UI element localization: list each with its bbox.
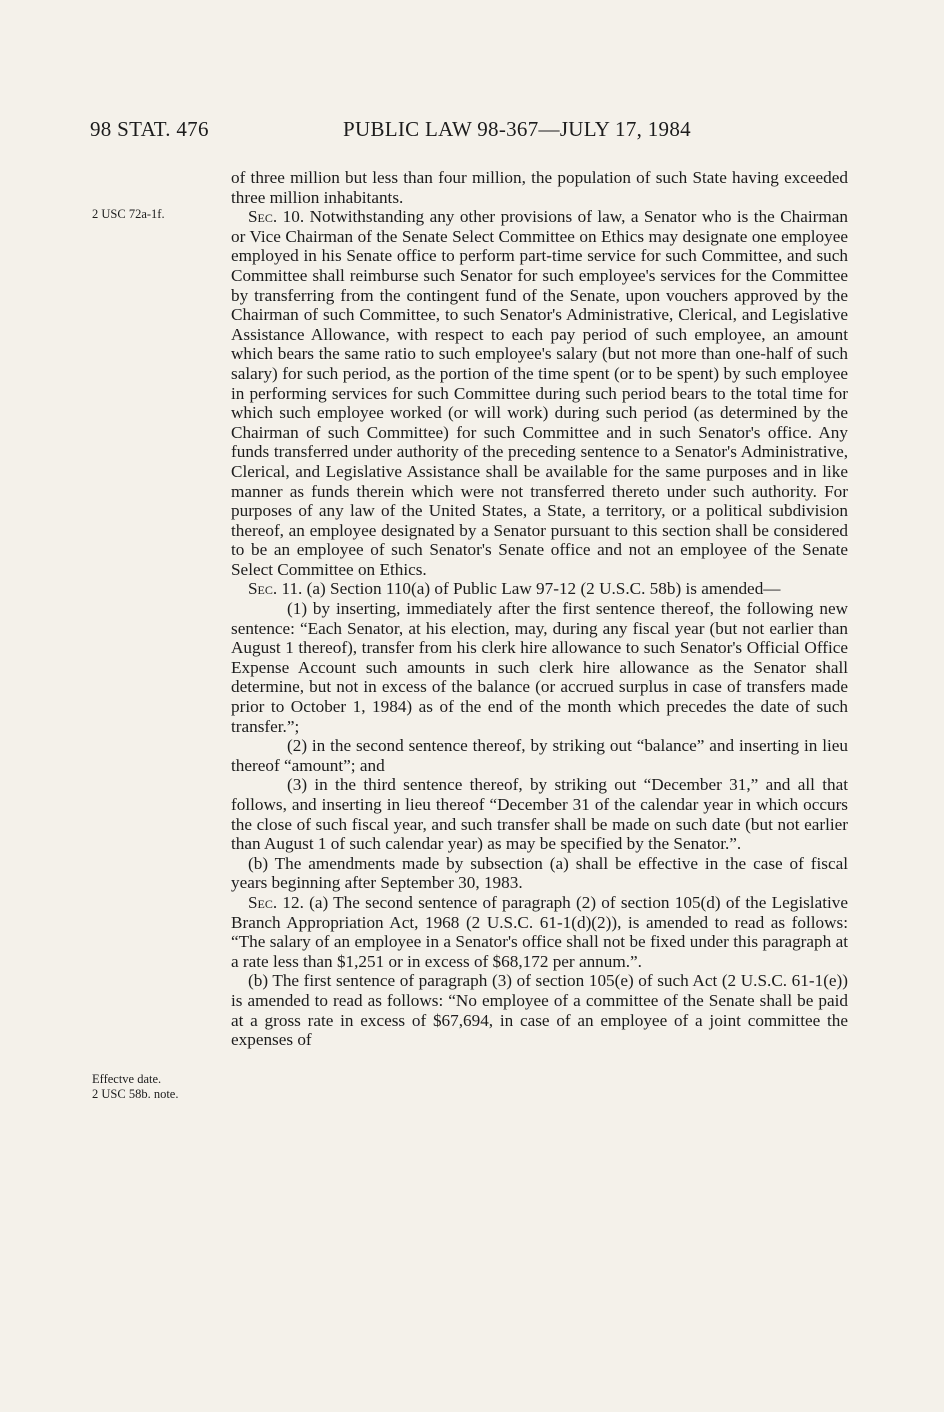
section-12-b: (b) The first sentence of paragraph (3) of section 105(e) of such Act (2 U.S.C. 61-1(e)) is amended to read as follows: “No employee of a committee of the Senate shall be paid at a gross rate in excess of $67,694, in case of an employee of a joint committee the expenses of — [231, 971, 848, 1050]
paragraph-continuation: of three million but less than four million, the population of such State having exceeded three million inhabitants. — [231, 168, 848, 207]
body-text — [231, 168, 848, 1050]
section-11 — [231, 579, 848, 599]
section-text: (a) The second sentence of paragraph (2) of section 105(d) of the Legislative Branch Appropriation Act, 1968 (2 U.S.C. 61-1(d)(2)), is amended to read as follows: “The salary of an employee in a Senator's office shall not be fixed under this paragraph at a rate less than $1,251 or in excess of $68,172 per annum.”. — [231, 892, 848, 971]
section-label: Sec. 11. — [248, 579, 303, 599]
margin-note-sec10: 2 USC 72a-1f. — [92, 207, 165, 221]
section-10 — [231, 207, 848, 579]
section-text: Notwithstanding any other provisions of law, a Senator who is the Chairman or Vice Chairman of the Senate Select Committee on Ethics may designate one employee employed in his Senate office to perform part-time service for such Committee, and such Committee shall reimburse such Senator for such employee's services for the Committee by transferring from the contingent fund of the Senate, upon vouchers approved by the Chairman of such Committee, to such Senator's Administrative, Clerical, and Legislative Assistance Allowance, with respect to each pay period of such employee, an amount which bears the same ratio to such employee's salary (but not more than one-half of such salary) for such period, as the portion of the time spent (or to be spent) by such employee in performing services for such Committee during such period bears to the total time for which such employee worked (or will work) during such period (as determined by the Chairman of such Committee) for such Committee and in such Senator's office. Any funds transferred under authority of the preceding sentence to a Senator's Administrative, Clerical, and Legislative Assistance shall be available for the same purposes and in like manner as funds therein which were not transferred thereto under such authority. For purposes of any law of the United States, a State, a territory, or a political subdivision thereof, an employee designated by a Senator pursuant to this section shall be considered to be an employee of such Senator's Senate office and not an employee of the Senate Select Committee on Ethics. — [231, 207, 848, 579]
amendment-item-2: (2) in the second sentence thereof, by striking out “balance” and inserting in lieu thereof “amount”; and — [231, 736, 848, 775]
section-label: Sec. 10. — [248, 207, 305, 227]
section-11-b: (b) The amendments made by subsection (a) shall be effective in the case of fiscal years beginning after September 30, 1983. — [231, 853, 848, 893]
margin-note-usc-note: 2 USC 58b. note. — [92, 1087, 179, 1101]
section-text: (a) Section 110(a) of Public Law 97-12 (2 U.S.C. 58b) is amended— — [302, 579, 781, 599]
running-head: PUBLIC LAW 98-367—JULY 17, 1984 — [343, 117, 691, 141]
section-12 — [231, 893, 848, 971]
amendment-item-3: (3) in the third sentence thereof, by striking out “December 31,” and all that follows, and inserting in lieu thereof “December 31 of the calendar year in which occurs the close of such fiscal year, and such transfer shall be made on such date (but not earlier than August 1 of such calendar year) as may be specified by the Senator.”. — [231, 775, 848, 854]
page-citation: 98 STAT. 476 — [90, 117, 209, 141]
section-label: Sec. 12. — [248, 892, 304, 912]
amendment-item-1: (1) by inserting, immediately after the first sentence thereof, the following new sentence: “Each Senator, at his election, may, during any fiscal year (but not earlier than August 1 thereof), transfer from his clerk hire allowance to such Senator's Official Office Expense Account such amounts in such clerk hire allowance as the Senator shall determine, but not in excess of the balance (or accrued surplus in case of transfers made prior to October 1, 1984) as of the end of the month which precedes the date of such transfer.”; — [231, 599, 848, 736]
margin-note-effective-date: Effectve date. — [92, 1072, 162, 1086]
